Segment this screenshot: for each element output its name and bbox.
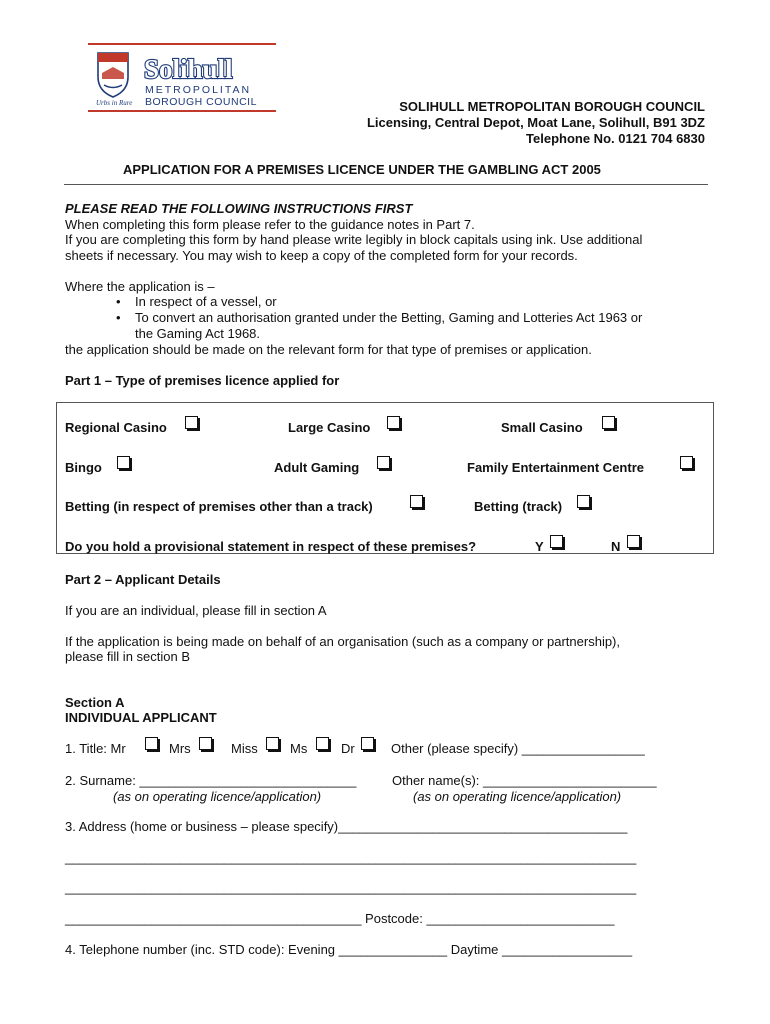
label-no: N (611, 539, 621, 554)
regional-casino-checkbox[interactable] (185, 416, 198, 429)
label-adult-gaming: Adult Gaming (274, 460, 360, 475)
address-line-3[interactable]: _______________________________________________________________________________ (65, 880, 637, 895)
label-title-mr: 1. Title: Mr (65, 741, 126, 756)
bullet-icon: • (116, 310, 121, 325)
label-yes: Y (535, 539, 544, 554)
other-names-note: (as on operating licence/application) (413, 789, 622, 804)
title-mrs-checkbox[interactable] (199, 737, 212, 750)
instructions-bullet1: In respect of a vessel, or (135, 294, 277, 309)
instructions-bullet2a: To convert an authorisation granted under the Betting, Gaming and Lotteries Act 1963 or (135, 310, 643, 325)
crest-icon (98, 53, 128, 97)
label-ms: Ms (290, 741, 308, 756)
part2-org-line2: please fill in section B (65, 649, 191, 664)
title-other-field[interactable]: Other (please specify) _________________ (391, 741, 645, 756)
section-a-heading: Section A (65, 695, 125, 710)
betting-track-checkbox[interactable] (577, 495, 590, 508)
logo-name: Solihull (144, 54, 233, 84)
instructions-line2: If you are completing this form by hand please write legibly in block capitals using ink. Use additional (65, 232, 643, 247)
family-entertainment-centre-checkbox[interactable] (680, 456, 693, 469)
section-a-subheading: INDIVIDUAL APPLICANT (65, 710, 217, 725)
address-line-2[interactable]: _______________________________________________________________________________ (65, 850, 637, 865)
label-large-casino: Large Casino (288, 420, 371, 435)
large-casino-checkbox[interactable] (387, 416, 400, 429)
council-logo (88, 43, 276, 113)
address-field[interactable]: 3. Address (home or business – please specify)________________________________________ (65, 819, 628, 834)
label-provisional-statement: Do you hold a provisional statement in respect of these premises? (65, 539, 477, 554)
logo-line2: BOROUGH COUNCIL (145, 96, 257, 108)
title-miss-checkbox[interactable] (266, 737, 279, 750)
label-betting-other: Betting (in respect of premises other than a track) (65, 499, 373, 514)
label-family-entertainment-centre: Family Entertainment Centre (467, 460, 644, 475)
title-dr-checkbox[interactable] (361, 737, 374, 750)
instructions-line3: sheets if necessary. You may wish to keep a copy of the completed form for your records. (65, 248, 578, 263)
surname-note: (as on operating licence/application) (113, 789, 322, 804)
small-casino-checkbox[interactable] (602, 416, 615, 429)
postcode-field[interactable]: _________________________________________ Postcode: __________________________ (65, 911, 615, 926)
title-divider (64, 184, 708, 185)
instructions-heading: PLEASE READ THE FOLLOWING INSTRUCTIONS FIRST (65, 201, 413, 216)
title-mr-checkbox[interactable] (145, 737, 158, 750)
other-names-field[interactable]: Other name(s): ________________________ (392, 773, 657, 788)
instructions-line1: When completing this form please refer to the guidance notes in Part 7. (65, 217, 475, 232)
instructions-bullet2b: the Gaming Act 1968. (135, 326, 261, 341)
label-small-casino: Small Casino (501, 420, 583, 435)
bullet-icon: • (116, 294, 121, 309)
form-title: APPLICATION FOR A PREMISES LICENCE UNDER THE GAMBLING ACT 2005 (123, 162, 601, 177)
label-mrs: Mrs (169, 741, 191, 756)
part2-org-line1: If the application is being made on behalf of an organisation (such as a company or partnership), (65, 634, 621, 649)
label-bingo: Bingo (65, 460, 102, 475)
provisional-yes-checkbox[interactable] (550, 535, 563, 548)
header-phone: Telephone No. 0121 704 6830 (526, 131, 705, 146)
label-dr: Dr (341, 741, 355, 756)
instructions-where: Where the application is – (65, 279, 215, 294)
title-ms-checkbox[interactable] (316, 737, 329, 750)
bingo-checkbox[interactable] (117, 456, 130, 469)
provisional-no-checkbox[interactable] (627, 535, 640, 548)
instructions-closing: the application should be made on the relevant form for that type of premises or application. (65, 342, 592, 357)
logo-line1: METROPOLITAN (145, 84, 252, 96)
header-address: Licensing, Central Depot, Moat Lane, Solihull, B91 3DZ (366, 115, 705, 130)
telephone-field[interactable]: 4. Telephone number (inc. STD code): Evening _______________ Daytime __________________ (65, 942, 633, 957)
part2-individual: If you are an individual, please fill in section A (65, 603, 327, 618)
surname-field[interactable]: 2. Surname: ______________________________ (65, 773, 357, 788)
part1-heading: Part 1 – Type of premises licence applied for (65, 373, 340, 388)
logo-motto: Urbs in Rure (96, 99, 133, 107)
part2-heading: Part 2 – Applicant Details (65, 572, 221, 587)
label-miss: Miss (231, 741, 258, 756)
header-org: SOLIHULL METROPOLITAN BOROUGH COUNCIL (399, 99, 705, 114)
betting-other-checkbox[interactable] (410, 495, 423, 508)
label-betting-track: Betting (track) (474, 499, 563, 514)
label-regional-casino: Regional Casino (65, 420, 167, 435)
adult-gaming-checkbox[interactable] (377, 456, 390, 469)
